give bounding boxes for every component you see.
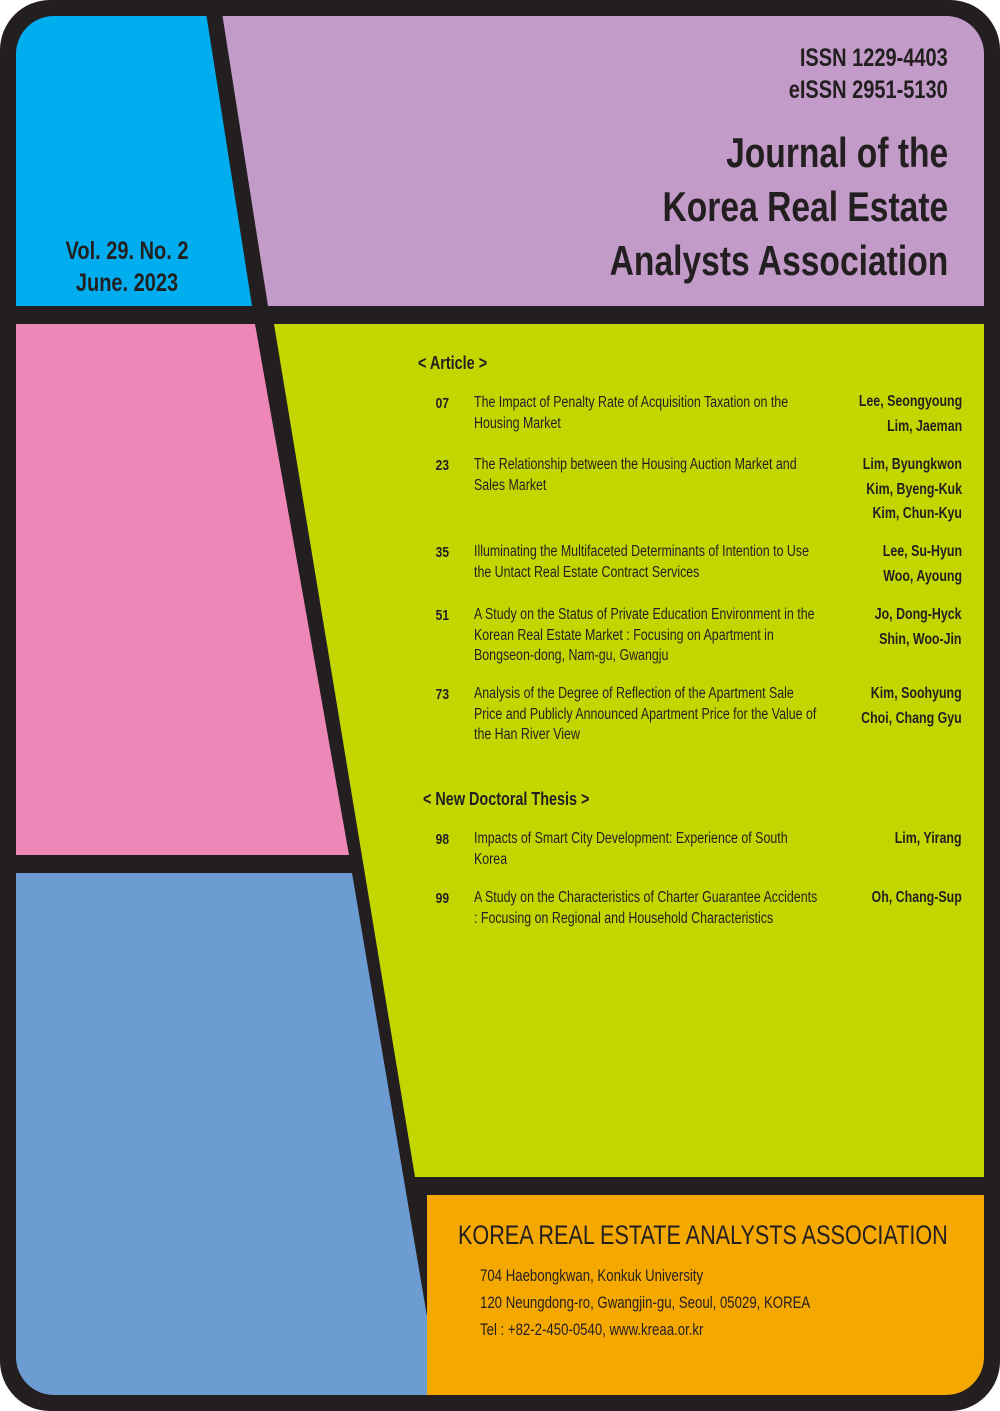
article-title: The Relationship between the Housing Auction Market and Sales Market xyxy=(474,456,797,494)
page-number: 99 xyxy=(435,890,449,907)
page-number: 23 xyxy=(435,457,449,474)
page-number: 98 xyxy=(435,831,449,848)
author-name: Kim, Chun-Kyu xyxy=(872,505,962,522)
author-name: Lee, Seongyoung xyxy=(858,393,962,410)
volume-number: Vol. 29. No. 2 xyxy=(65,237,189,265)
author-name: Lim, Jaeman xyxy=(886,417,962,435)
article-authors xyxy=(875,603,962,652)
issn-block xyxy=(789,42,948,106)
author-name: Lim, Byungkwon xyxy=(862,456,962,473)
thesis-authors xyxy=(872,886,962,911)
article-authors xyxy=(861,682,962,731)
author-name: Shin, Woo-Jin xyxy=(879,630,962,648)
address-line: 704 Haebongkwan, Konkuk University xyxy=(480,1267,704,1285)
author-name: Lee, Su-Hyun xyxy=(882,543,962,560)
thesis-title: Impacts of Smart City Development: Experience of South Korea xyxy=(474,830,788,868)
section-heading-doctoral-thesis: < New Doctoral Thesis > xyxy=(423,789,590,809)
page-number: 73 xyxy=(435,686,449,703)
page-number: 35 xyxy=(435,544,449,561)
article-authors xyxy=(863,453,962,527)
volume-issue xyxy=(66,235,189,299)
journal-title-line: Korea Real Estate xyxy=(662,183,948,230)
issn-print: ISSN 1229-4403 xyxy=(800,44,948,72)
section-heading-article: < Article > xyxy=(418,353,488,373)
address-line: 120 Neungdong-ro, Gwangjin-gu, Seoul, 05029, KOREA xyxy=(480,1294,811,1312)
author-name: Kim, Soohyung xyxy=(871,685,962,702)
author-name: Kim, Byeng-Kuk xyxy=(866,480,962,498)
issue-date: June. 2023 xyxy=(75,269,179,297)
article-title: Analysis of the Degree of Reflection of the Apartment Sale Price and Publicly Announced Apartment Price for the Value of the Han River View xyxy=(474,685,817,743)
page-number: 51 xyxy=(435,607,449,624)
thesis-title: A Study on the Characteristics of Charter Guarantee Accidents : Focusing on Regional and Household Characteristics xyxy=(474,889,818,927)
journal-title-line: Analysts Association xyxy=(609,237,948,284)
author-name: Lim, Yirang xyxy=(895,830,962,847)
publisher-address xyxy=(480,1263,810,1344)
journal-title-line: Journal of the xyxy=(725,129,948,176)
author-name: Woo, Ayoung xyxy=(883,567,962,585)
author-name: Choi, Chang Gyu xyxy=(861,709,962,727)
page-number: 07 xyxy=(435,395,449,412)
issn-electronic: eISSN 2951-5130 xyxy=(788,76,948,104)
author-name: Jo, Dong-Hyck xyxy=(875,606,962,623)
publisher-name: KOREA REAL ESTATE ANALYSTS ASSOCIATION xyxy=(458,1220,948,1250)
author-name: Oh, Chang-Sup xyxy=(871,889,962,906)
article-title: The Impact of Penalty Rate of Acquisition Taxation on the Housing Market xyxy=(474,394,789,432)
article-title: A Study on the Status of Private Education Environment in the Korean Real Estate Market : Focusing on Apartment in Bongseon-dong, Nam-gu, Gwangju xyxy=(474,606,815,664)
article-authors xyxy=(859,390,962,439)
thesis-authors xyxy=(895,827,962,852)
contact-line[interactable]: Tel : +82-2-450-0540, www.kreaa.or.kr xyxy=(480,1321,704,1339)
article-title: Illuminating the Multifaceted Determinants of Intention to Use the Untact Real Estate Contract Services xyxy=(474,543,809,581)
article-authors xyxy=(883,540,962,589)
journal-title xyxy=(609,126,948,288)
